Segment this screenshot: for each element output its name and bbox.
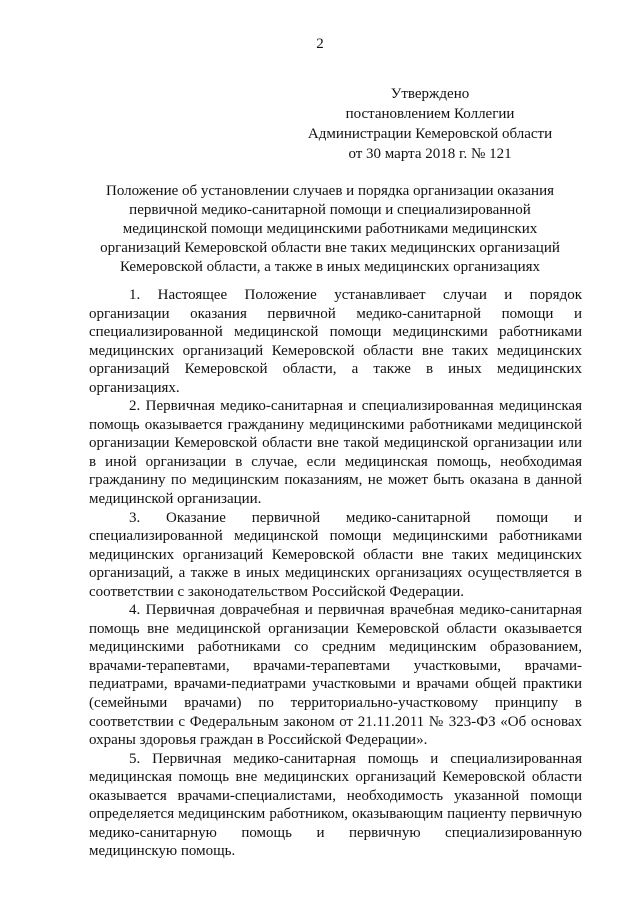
title-line: первичной медико-санитарной помощи и специализированной	[129, 202, 531, 218]
paragraph-1: 1. Настоящее Положение устанавливает случаи и порядок организации оказания первичной медико-санитарной помощи и специализированной медицинской помощи медицинскими работниками медицинских организаций Кемеровской области вне таких медицинских организаций Кемеровской области, а также в иных медицинских организациях.	[89, 287, 582, 396]
title-line: Положение об установлении случаев и порядка организации оказания	[105, 183, 555, 199]
approval-block	[280, 84, 580, 164]
document-body	[89, 286, 582, 861]
approval-line: постановлением Коллегии	[345, 106, 515, 122]
title-line: медицинской помощи медицинскими работниками медицинских	[122, 221, 538, 237]
paragraph-2: 2. Первичная медико-санитарная и специализированная медицинская помощь оказывается гражданину медицинскими работниками медицинской организации Кемеровской области вне такой медицинской организации или в иной организации в случае, если медицинская помощь, необходимая гражданину по медицинским показаниям, не может быть оказана в данной медицинской организации.	[89, 398, 582, 508]
approval-line: Утверждено	[390, 86, 470, 102]
document-title	[80, 182, 580, 277]
page-number: 2	[316, 36, 324, 52]
paragraph-5: 5. Первичная медико-санитарная помощь и специализированная медицинская помощь вне медицинских организаций Кемеровской области оказывается врачами-специалистами, необходимость указанной помощи определяется медицинским работником, оказывающим пациенту первичную медико-санитарную помощь и первичную специализированную медицинскую помощь.	[89, 750, 582, 860]
title-line: Кемеровской области, а также в иных медицинских организациях	[119, 259, 541, 275]
paragraph-4: 4. Первичная доврачебная и первичная врачебная медико-санитарная помощь вне медицинской организации Кемеровской области оказывается медицинскими работниками со средним медицинским образованием, врачами-терапевтами, врачами-терапевтами участковыми, врачами-педиатрами, врачами-педиатрами участковыми и врачами общей практики (семейными врачами) по территориально-участковому принципу в соответствии с Федеральным законом от 21.11.2011 № 323-ФЗ «Об основах охраны здоровья граждан в Российской Федерации».	[89, 602, 582, 749]
title-line: организаций Кемеровской области вне таких медицинских организаций	[100, 240, 560, 256]
paragraph-3: 3. Оказание первичной медико-санитарной помощи и специализированной медицинской помощи медицинскими работниками медицинских организаций Кемеровской области вне таких медицинских организаций, а также в иных медицинских организациях осуществляется в соответствии с законодательством Российской Федерации.	[89, 509, 582, 600]
approval-line: от 30 марта 2018 г. № 121	[348, 146, 512, 162]
approval-line: Администрации Кемеровской области	[307, 126, 553, 142]
